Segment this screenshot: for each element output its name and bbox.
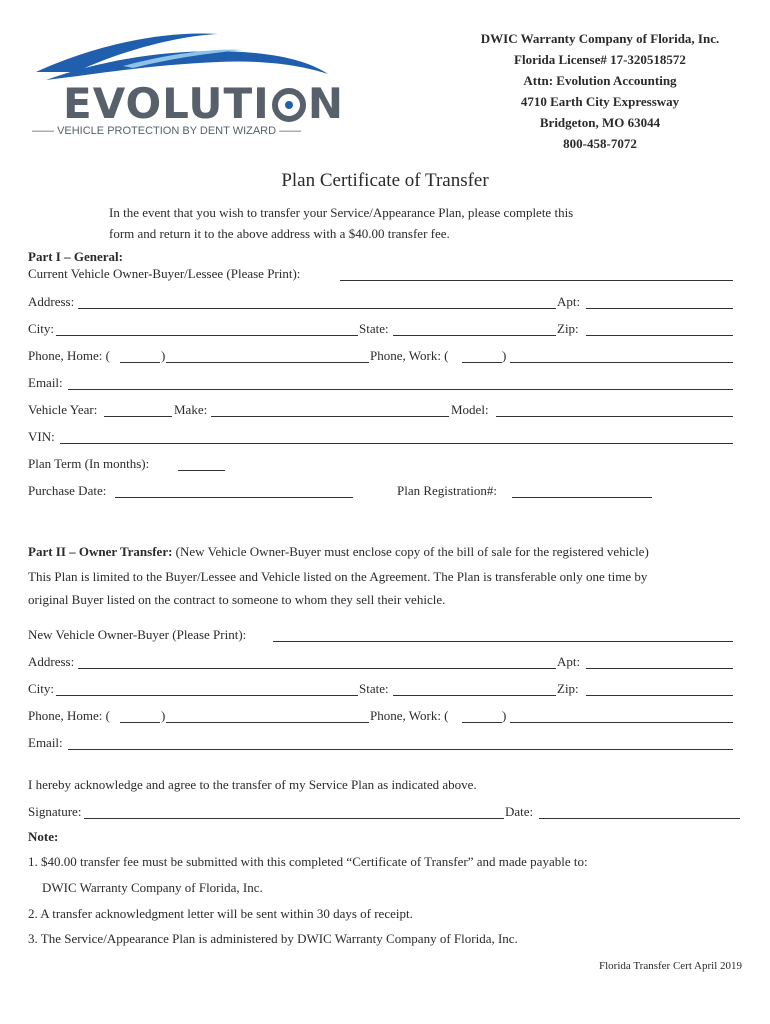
part2-heading-note: (New Vehicle Owner-Buyer must enclose copy of the bill of sale for the registered vehicle) (175, 544, 649, 559)
vehicle-year-label: Vehicle Year: (28, 402, 98, 417)
purchase-date-label: Purchase Date: (28, 483, 107, 498)
address-line-2: Florida License# 17-320518572 (514, 52, 686, 67)
new-address-label: Address: (28, 654, 75, 669)
new-zip-field[interactable] (586, 695, 733, 696)
new-city-field[interactable] (56, 695, 358, 696)
footer-text: Florida Transfer Cert April 2019 (599, 960, 742, 972)
new-state-label: State: (359, 681, 389, 696)
new-owner-label: New Vehicle Owner-Buyer (Please Print): (28, 627, 247, 642)
apt-field[interactable] (586, 308, 733, 309)
note-heading: Note: (28, 829, 59, 844)
new-phone-home-label: Phone, Home: ( (28, 708, 110, 723)
part1-heading: Part I – General: (28, 249, 123, 264)
phone-work-close: ) (502, 348, 507, 363)
note-item-1a: 1. $40.00 transfer fee must be submitted with this completed “Certificate of Transfer” and made payable to: (28, 854, 588, 869)
current-owner-field[interactable] (340, 280, 733, 281)
model-label: Model: (451, 402, 489, 417)
plan-registration-field[interactable] (512, 497, 652, 498)
note-item-1b: DWIC Warranty Company of Florida, Inc. (42, 880, 263, 895)
state-field[interactable] (393, 335, 556, 336)
current-owner-label: Current Vehicle Owner-Buyer/Lessee (Please Print): (28, 266, 301, 281)
make-field[interactable] (211, 416, 449, 417)
intro-line-2: form and return it to the above address with a $40.00 transfer fee. (109, 226, 450, 241)
zip-field[interactable] (586, 335, 733, 336)
part2-text-2: original Buyer listed on the contract to someone to whom they sell their vehicle. (28, 592, 446, 607)
address-label: Address: (28, 294, 75, 309)
new-phone-home-area-field[interactable] (120, 722, 160, 723)
address-line-5: Bridgeton, MO 63044 (539, 115, 661, 130)
logo-tagline-text: VEHICLE PROTECTION BY DENT WIZARD (57, 125, 277, 137)
vin-label: VIN: (28, 429, 55, 444)
logo-word-text: EVOLUTI (63, 79, 270, 128)
phone-work-label: Phone, Work: ( (370, 348, 449, 363)
new-phone-work-close: ) (502, 708, 507, 723)
vin-field[interactable] (60, 443, 733, 444)
logo-tagline: —— VEHICLE PROTECTION BY DENT WIZARD —— (32, 125, 302, 137)
new-state-field[interactable] (393, 695, 556, 696)
new-apt-label: Apt: (557, 654, 581, 669)
city-field[interactable] (56, 335, 358, 336)
new-email-label: Email: (28, 735, 63, 750)
state-label: State: (359, 321, 389, 336)
intro-line-1: In the event that you wish to transfer your Service/Appearance Plan, please complete this (109, 205, 574, 220)
part2-text-1: This Plan is limited to the Buyer/Lessee and Vehicle listed on the Agreement. The Plan is transferable only one time by (28, 569, 648, 584)
address-line-1: DWIC Warranty Company of Florida, Inc. (480, 31, 720, 46)
address-line-6: 800-458-7072 (563, 136, 637, 151)
new-phone-home-close: ) (161, 708, 166, 723)
address-field[interactable] (78, 308, 556, 309)
new-phone-work-field[interactable] (510, 722, 733, 723)
city-label: City: (28, 321, 55, 336)
apt-label: Apt: (557, 294, 581, 309)
address-line-4: 4710 Earth City Expressway (520, 94, 680, 109)
new-apt-field[interactable] (586, 668, 733, 669)
acknowledge-text: I hereby acknowledge and agree to the transfer of my Service Plan as indicated above. (28, 777, 477, 792)
page-title: Plan Certificate of Transfer (281, 170, 489, 191)
new-address-field[interactable] (78, 668, 556, 669)
new-phone-work-area-field[interactable] (462, 722, 502, 723)
new-owner-field[interactable] (273, 641, 733, 642)
logo-word-end: N (307, 79, 344, 128)
new-zip-label: Zip: (557, 681, 579, 696)
phone-home-close: ) (161, 348, 166, 363)
vehicle-year-field[interactable] (104, 416, 172, 417)
note-item-3: 3. The Service/Appearance Plan is administered by DWIC Warranty Company of Florida, Inc. (28, 931, 518, 946)
date-label: Date: (505, 804, 534, 819)
address-line-3: Attn: Evolution Accounting (523, 73, 677, 88)
new-phone-work-label: Phone, Work: ( (370, 708, 449, 723)
note-item-2: 2. A transfer acknowledgment letter will be sent within 30 days of receipt. (28, 906, 413, 921)
logo-o-icon (272, 88, 306, 122)
new-city-label: City: (28, 681, 55, 696)
new-email-field[interactable] (68, 749, 733, 750)
purchase-date-field[interactable] (115, 497, 353, 498)
email-label: Email: (28, 375, 63, 390)
plan-term-label: Plan Term (In months): (28, 456, 150, 471)
plan-term-field[interactable] (178, 470, 225, 471)
date-field[interactable] (539, 818, 740, 819)
email-field[interactable] (68, 389, 733, 390)
phone-work-area-field[interactable] (462, 362, 502, 363)
zip-label: Zip: (557, 321, 579, 336)
signature-label: Signature: (28, 804, 82, 819)
make-label: Make: (174, 402, 208, 417)
phone-home-area-field[interactable] (120, 362, 160, 363)
part2-heading: Part II – Owner Transfer: (28, 544, 173, 559)
phone-work-field[interactable] (510, 362, 733, 363)
signature-field[interactable] (84, 818, 504, 819)
plan-registration-label: Plan Registration#: (397, 483, 498, 498)
part2-heading-line (28, 544, 649, 559)
logo-wordmark (63, 79, 344, 128)
phone-home-label: Phone, Home: ( (28, 348, 110, 363)
phone-home-field[interactable] (166, 362, 369, 363)
model-field[interactable] (496, 416, 733, 417)
new-phone-home-field[interactable] (166, 722, 369, 723)
